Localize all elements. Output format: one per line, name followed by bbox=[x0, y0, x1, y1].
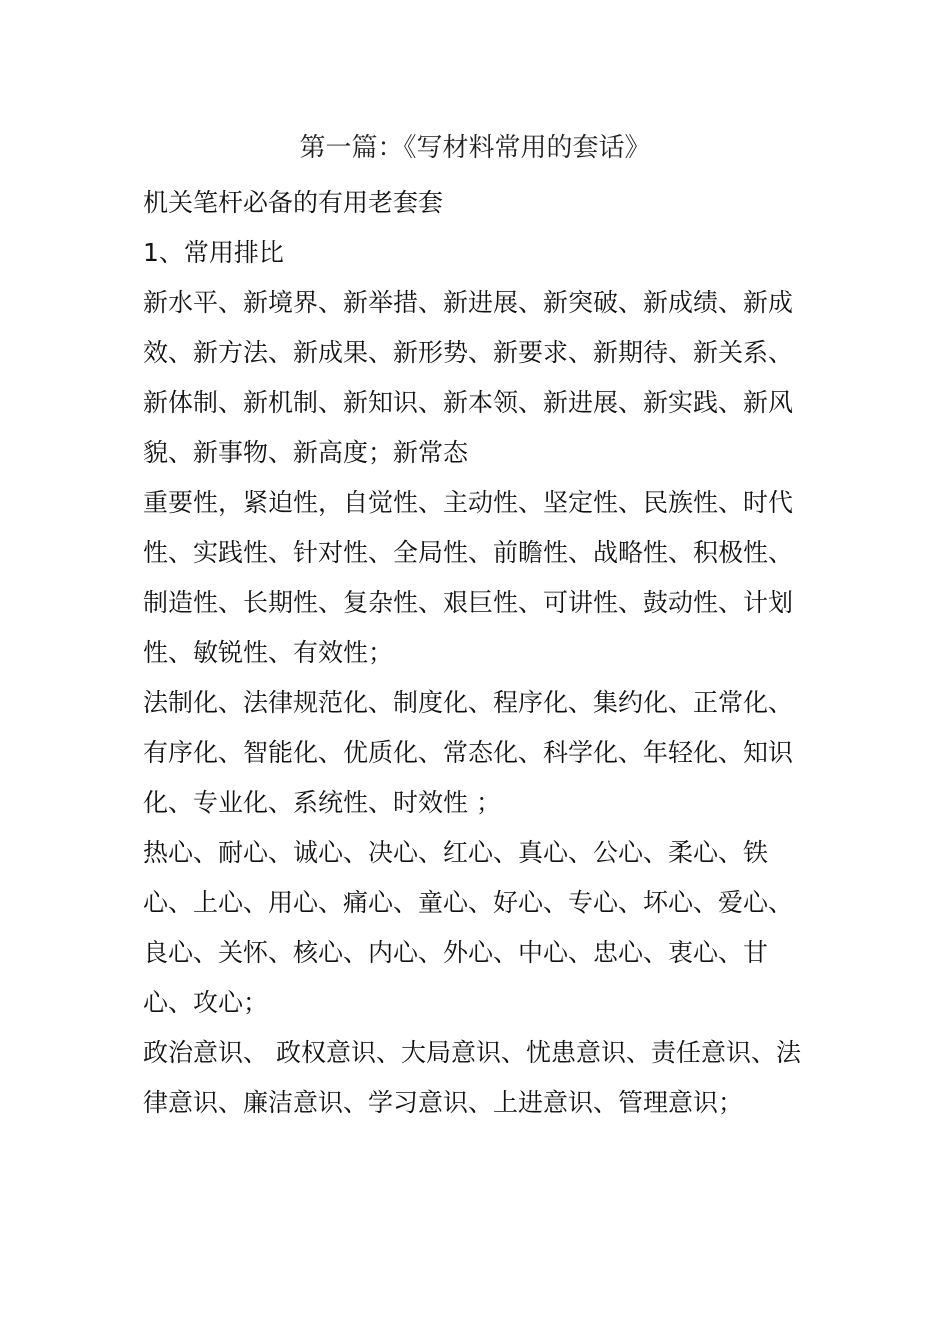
paragraph-hua-terms: 法制化、法律规范化、制度化、程序化、集约化、正常化、有序化、智能化、优质化、常态化、科学化、年轻化、知识化、专业化、系统性、时效性 ； bbox=[143, 688, 794, 817]
document-title: 第一篇：《写材料常用的套话》 bbox=[299, 133, 651, 163]
paragraph-new-terms: 新水平、新境界、新举措、新进展、新突破、新成绩、新成效、新方法、新成果、新形势、新要求、新期待、新关系、新体制、新机制、新知识、新本领、新进展、新实践、新风貌、新事物、新高度；新常态 bbox=[143, 288, 794, 467]
paragraph-xing-terms: 重要性，紧迫性，自觉性、主动性、坚定性、民族性、时代性、实践性、针对性、全局性、前瞻性、战略性、积极性、制造性、长期性、复杂性、艰巨性、可讲性、鼓动性、计划性、敏锐性、有效性； bbox=[143, 488, 794, 667]
paragraph-yishi-terms: 政治意识、 政权意识、大局意识、忧患意识、责任意识、法律意识、廉洁意识、学习意识、上进意识、管理意识； bbox=[143, 1038, 801, 1117]
document-body bbox=[143, 178, 808, 1128]
subtitle-paragraph: 机关笔杆必备的有用老套套 bbox=[143, 188, 444, 217]
paragraph-xin-terms: 热心、耐心、诚心、决心、红心、真心、公心、柔心、铁心、上心、用心、痛心、童心、好心、专心、坏心、爱心、良心、关怀、核心、内心、外心、中心、忠心、衷心、甘心、攻心； bbox=[143, 838, 794, 1017]
section-heading: 1、常用排比 bbox=[143, 238, 284, 267]
